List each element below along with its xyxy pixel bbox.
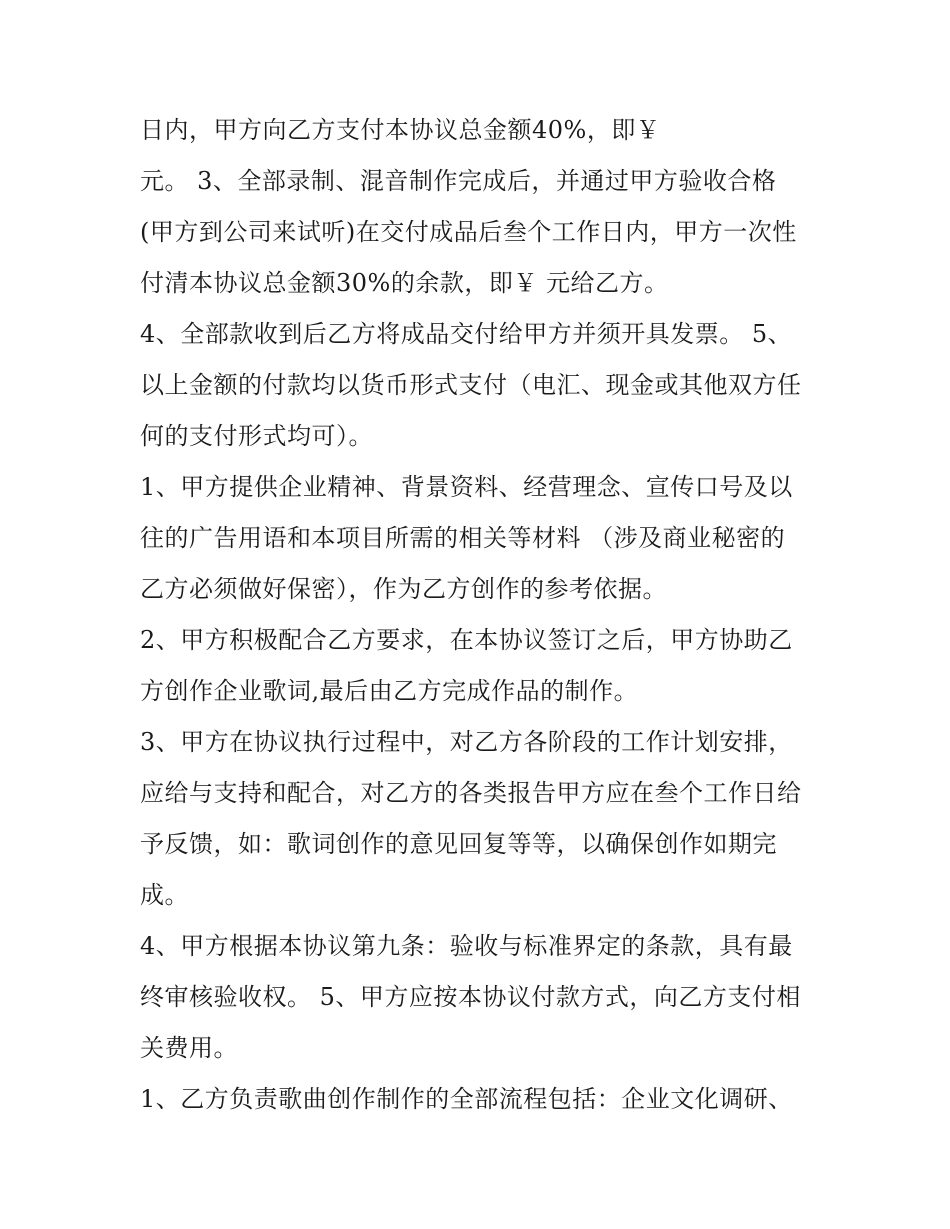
text-line: 1、甲方提供企业精神、背景资料、经营理念、宣传口号及以 (140, 473, 793, 501)
text-line: (甲方到公司来试听)在交付成品后叁个工作日内，甲方一次性 (140, 218, 797, 246)
text-line: 往的广告用语和本项目所需的相关等材料 （涉及商业秘密的 (140, 524, 786, 552)
text-line: 3、甲方在协议执行过程中，对乙方各阶段的工作计划安排， (140, 728, 793, 756)
text-line: 2、甲方积极配合乙方要求，在本协议签订之后，甲方协助乙 (140, 626, 793, 654)
text-line: 何的支付形式均可）。 (140, 422, 373, 450)
text-line: 1、乙方负责歌曲创作制作的全部流程包括：企业文化调研、 (140, 1085, 793, 1113)
text-line: 付清本协议总金额30%的余款，即￥ 元给乙方。 (140, 269, 669, 297)
text-line: 方创作企业歌词,最后由乙方完成作品的制作。 (140, 677, 639, 705)
text-line: 乙方必须做好保密），作为乙方创作的参考依据。 (140, 575, 667, 603)
text-line: 4、全部款收到后乙方将成品交付给甲方并须开具发票。 5、 (140, 320, 793, 348)
text-line: 终审核验收权。 5、甲方应按本协议付款方式，向乙方支付相 (140, 983, 801, 1011)
text-line: 以上金额的付款均以货币形式支付（电汇、现金或其他双方任 (140, 371, 802, 399)
text-line: 予反馈，如：歌词创作的意见回复等等，以确保创作如期完 (140, 830, 777, 858)
text-line: 成。 (140, 881, 189, 909)
text-line: 日内，甲方向乙方支付本协议总金额40%，即￥ (140, 116, 661, 144)
text-line: 关费用。 (140, 1034, 238, 1062)
text-line: 4、甲方根据本协议第九条：验收与标准界定的条款，具有最 (140, 932, 793, 960)
text-line: 元。 3、全部录制、混音制作完成后，并通过甲方验收合格 (140, 167, 777, 195)
text-line: 应给与支持和配合，对乙方的各类报告甲方应在叁个工作日给 (140, 779, 802, 807)
